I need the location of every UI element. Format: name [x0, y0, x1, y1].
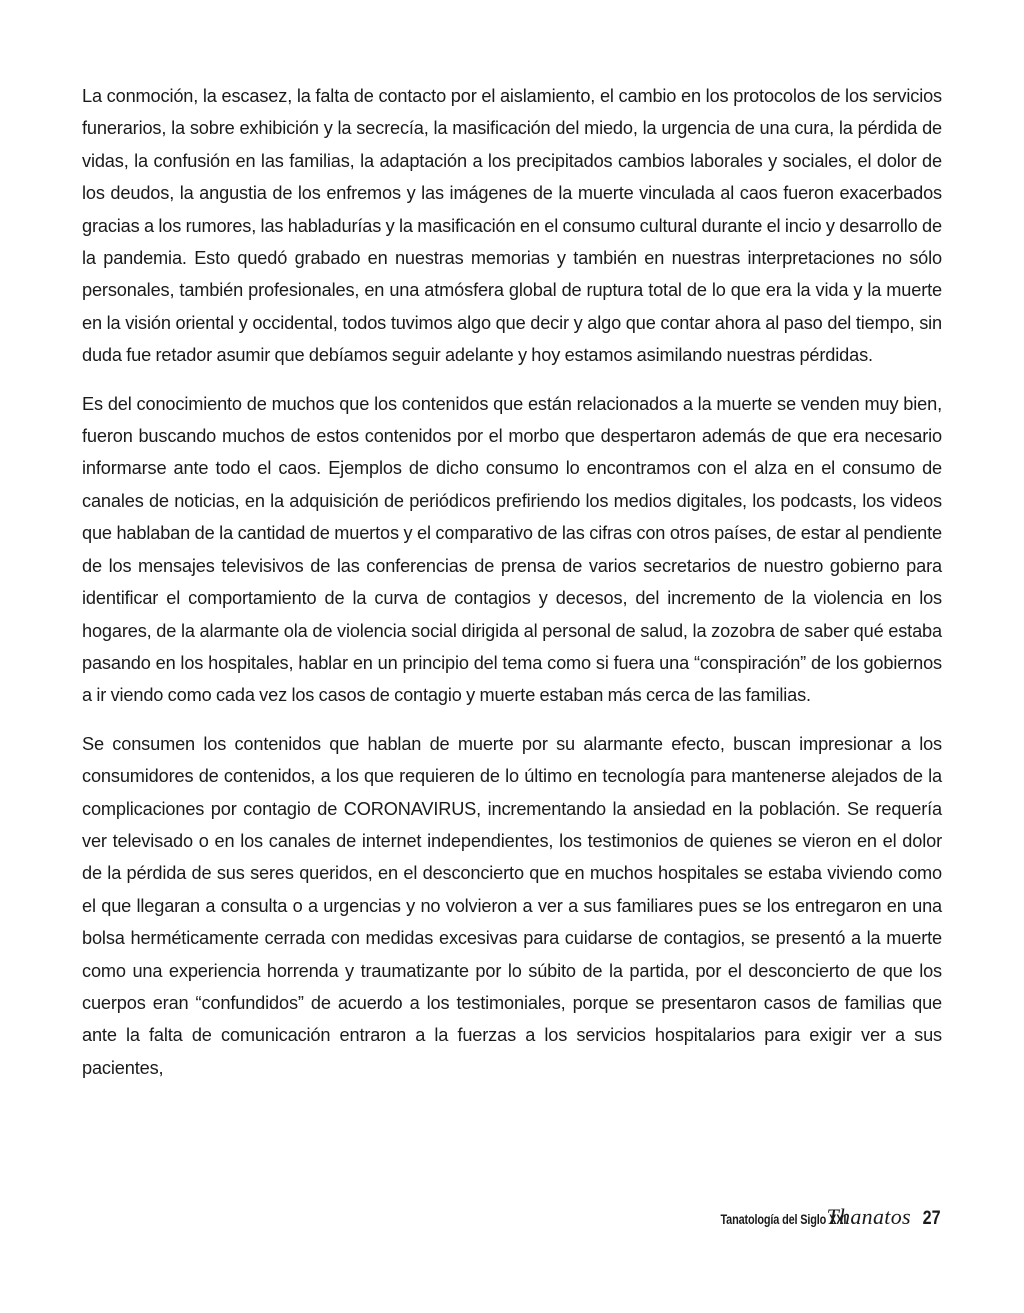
- paragraph-2: Es del conocimiento de muchos que los contenidos que están relacionados a la muerte se venden muy bien, fueron buscando muchos de estos contenidos por el morbo que despertaron además de que era necesario informarse ante todo el caos. Ejemplos de dicho consumo lo encontramos con el alza en el consumo de canales de noticias, en la adquisición de periódicos prefiriendo los medios digitales, los podcasts, los videos que hablaban de la cantidad de muertos y el comparativo de las cifras con otros países, de estar al pendiente de los mensajes televisivos de las conferencias de prensa de varios secretarios de nuestro gobierno para identificar el comportamiento de la curva de contagios y decesos, del incremento de la violencia en los hogares, de la alarmante ola de violencia social dirigida al personal de salud, la zozobra de saber qué estaba pasando en los hospitales, hablar en un principio del tema como si fuera una “conspiración” de los gobiernos a ir viendo como cada vez los casos de contagio y muerte estaban más cerca de las familias.: [82, 393, 942, 706]
- thanatos-logo: Thanatos: [826, 1204, 911, 1229]
- footer-series-title: Tanatología del Siglo XXI: [720, 1211, 847, 1227]
- page-body: [82, 80, 942, 1100]
- paragraph-3: Se consumen los contenidos que hablan de muerte por su alarmante efecto, buscan impresionar a los consumidores de contenidos, a los que requieren de lo último en tecnología para mantenerse alejados de la complicaciones por contagio de CORONAVIRUS, incrementando la ansiedad en la población. Se requería ver televisado o en los canales de internet independientes, los testimonios de quienes se vieron en el dolor de la pérdida de sus seres queridos, en el desconcierto que en muchos hospitales se estaba viviendo como el que llegaran a consulta o a urgencias y no volvieron a ver a sus familiares pues se los entregaron en una bolsa herméticamente cerrada con medidas excesivas para cuidarse de contagios, se presentó a la muerte como una experiencia horrenda y traumatizante por lo súbito de la partida, por el desconcierto de que los cuerpos eran “confundidos” de acuerdo a los testimoniales, porque se presentaron casos de familias que ante la falta de comunicación entraron a la fuerzas a los servicios hospitalarios para exigir ver a sus pacientes,: [82, 733, 942, 1078]
- page-footer: [685, 1204, 942, 1230]
- paragraph-1: La conmoción, la escasez, la falta de contacto por el aislamiento, el cambio en los protocolos de los servicios funerarios, la sobre exhibición y la secrecía, la masificación del miedo, la urgencia de una cura, la pérdida de vidas, la confusión en las familias, la adaptación a los precipitados cambios laborales y sociales, el dolor de los deudos, la angustia de los enfremos y las imágenes de la muerte vinculada al caos fueron exacerbados gracias a los rumores, las habladurías y la masificación en el consumo cultural durante el incio y desarrollo de la pandemia. Esto quedó grabado en nuestras memorias y también en nuestras interpretaciones no sólo personales, también profesionales, en una atmósfera global de ruptura total de lo que era la vida y la muerte en la visión oriental y occidental, todos tuvimos algo que decir y algo que contar ahora al paso del tiempo, sin duda fue retador asumir que debíamos seguir adelante y hoy estamos asimilando nuestras pérdidas.: [82, 86, 942, 366]
- page-number: 27: [922, 1208, 941, 1229]
